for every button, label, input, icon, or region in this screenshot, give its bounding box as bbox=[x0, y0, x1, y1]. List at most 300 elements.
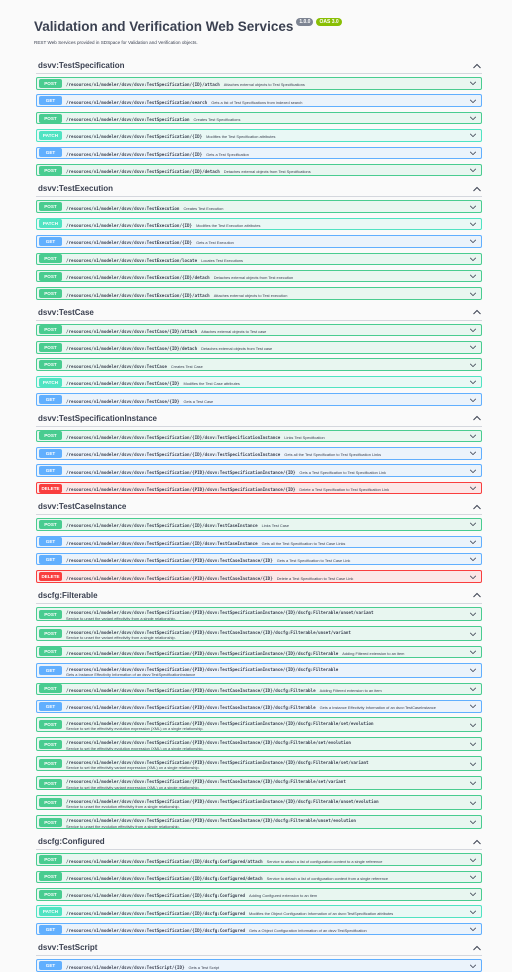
operation-path[interactable]: /resources/v1/modeler/dsvv/dsvv:TestExecution/{ID}/detach bbox=[66, 275, 210, 281]
operation-summary[interactable] bbox=[66, 361, 469, 369]
operation-summary[interactable] bbox=[66, 856, 469, 864]
operation-post[interactable] bbox=[36, 341, 482, 354]
section-dscfg-filterable bbox=[36, 588, 482, 830]
operation-path[interactable]: /resources/v1/modeler/dsvv/dsvv:TestSpecification/{ID}/dsvv:TestCaseInstance bbox=[66, 540, 258, 546]
operation-description: Attaches external objects to Test execution bbox=[213, 292, 288, 298]
operation-summary[interactable] bbox=[66, 166, 469, 174]
operation-description: Service to unset the variant effectivity from a single relationship. bbox=[66, 615, 176, 621]
operation-line bbox=[66, 131, 469, 139]
operation-description: Adding Filtered extension to an item bbox=[319, 687, 382, 693]
operation-path[interactable]: /resources/v1/modeler/dsvv/dsvv:TestSpecification/{PID}/dsvv:TestSpecificationInstance/{ID} bbox=[66, 487, 296, 493]
operation-summary[interactable] bbox=[66, 343, 469, 351]
operation-description: Modifies the Object Configuration Information of an dsvv:TestSpecification attributes bbox=[249, 910, 394, 916]
chevron-down-icon[interactable] bbox=[469, 667, 477, 673]
operation-get[interactable] bbox=[36, 94, 482, 107]
operation-description: Attaches external objects to Test case bbox=[201, 328, 267, 334]
operation-summary[interactable] bbox=[66, 131, 469, 139]
chevron-down-icon[interactable] bbox=[469, 539, 477, 545]
method-badge: PATCH bbox=[39, 131, 62, 140]
operation-line bbox=[66, 220, 469, 228]
operation-path[interactable]: /resources/v1/modeler/dsvv/dsvv:TestSpecification/{ID}/detach bbox=[66, 169, 220, 175]
operation-post[interactable] bbox=[36, 756, 482, 771]
section-title[interactable]: dsvv:TestScript bbox=[38, 943, 98, 953]
operation-description: Delete a Test Specification to Test Specification Link bbox=[299, 487, 390, 493]
operation-path[interactable]: /resources/v1/modeler/dsvv/dsvv:TestSpecification/{ID}/dscfg:Configured/attach bbox=[66, 858, 263, 864]
operation-line bbox=[66, 290, 469, 298]
method-badge: POST bbox=[39, 798, 62, 807]
operation-description: Gets a Test Specification to Test Case Link bbox=[276, 558, 351, 564]
operation-line bbox=[66, 114, 469, 122]
method-badge: POST bbox=[39, 740, 62, 749]
operation-summary[interactable] bbox=[66, 484, 469, 492]
operation-post[interactable] bbox=[36, 77, 482, 90]
operation-description: Modifies the Test Specification attributes bbox=[206, 134, 276, 140]
operation-get[interactable] bbox=[36, 147, 482, 160]
operation-description: Locates Test Executions bbox=[201, 257, 243, 263]
operation-line bbox=[66, 361, 469, 369]
operation-path[interactable]: /resources/v1/modeler/dsvv/dsvv:TestSpecification/{PID}/dsvv:TestSpecificationInstance/{ID}/dscfg:Filterable/unset/variant bbox=[66, 610, 374, 616]
section-title[interactable]: dsvv:TestCase bbox=[38, 307, 94, 317]
method-badge: POST bbox=[39, 289, 62, 298]
section-dsvv-testcaseinstance bbox=[36, 499, 482, 583]
page-subtitle: REST Web Services provided in SDSpace for Validation and Verification objects. bbox=[34, 40, 198, 45]
operation-summary[interactable] bbox=[66, 290, 469, 298]
operation-path[interactable]: /resources/v1/modeler/dsvv/dsvv:TestSpecification/{ID}/dsvv:TestSpecificationInstance bbox=[66, 434, 281, 440]
operation-get[interactable] bbox=[36, 235, 482, 248]
chevron-down-icon[interactable] bbox=[469, 761, 477, 767]
operation-get[interactable] bbox=[36, 393, 482, 406]
operation-summary[interactable] bbox=[66, 573, 469, 581]
operation-get[interactable] bbox=[36, 959, 482, 972]
chevron-down-icon[interactable] bbox=[469, 611, 477, 617]
chevron-down-icon[interactable] bbox=[469, 556, 477, 562]
operation-line bbox=[66, 796, 469, 804]
chevron-down-icon[interactable] bbox=[469, 238, 477, 244]
method-badge: POST bbox=[39, 818, 62, 827]
operation-description: Gets a Test Specification bbox=[206, 151, 249, 157]
operation-summary[interactable] bbox=[66, 648, 469, 656]
method-badge: POST bbox=[39, 647, 62, 656]
operation-post[interactable] bbox=[36, 888, 482, 901]
section-header[interactable] bbox=[36, 411, 482, 427]
operation-path[interactable]: /resources/v1/modeler/dsvv/dsvv:TestSpecification/{PID}/dsvv:TestCaseInstance/{ID}/dscfg:Filterable/unset/evolution bbox=[66, 818, 356, 824]
operation-description: Adding Configured extension to an item bbox=[249, 893, 318, 899]
page-title: Validation and Verification Web Services bbox=[34, 18, 294, 34]
operation-description: Delete a Test Specification to Test Case Link bbox=[276, 575, 354, 581]
chevron-down-icon[interactable] bbox=[469, 703, 477, 709]
section-header[interactable] bbox=[36, 940, 482, 956]
chevron-down-icon[interactable] bbox=[469, 397, 477, 403]
method-badge: POST bbox=[39, 79, 62, 88]
operation-summary[interactable] bbox=[66, 718, 469, 732]
operation-path[interactable]: /resources/v1/modeler/dsvv/dsvv:TestSpecification/{ID} bbox=[66, 151, 203, 157]
operation-summary[interactable] bbox=[66, 925, 469, 933]
chevron-down-icon[interactable] bbox=[469, 98, 477, 104]
chevron-down-icon[interactable] bbox=[469, 115, 477, 121]
operation-line bbox=[66, 97, 469, 105]
operation-post[interactable] bbox=[36, 253, 482, 266]
operation-path[interactable]: /resources/v1/modeler/dsvv/dsvv:TestSpecification/{PID}/dsvv:TestSpecificationInstance/{ID}/dscfg:Filterable/unset/evolution bbox=[66, 798, 379, 804]
operation-summary[interactable] bbox=[66, 378, 469, 386]
chevron-down-icon[interactable] bbox=[469, 874, 477, 880]
operation-post[interactable] bbox=[36, 112, 482, 125]
chevron-down-icon[interactable] bbox=[469, 291, 477, 297]
operation-description: Creates Test Case bbox=[170, 363, 203, 369]
operation-path[interactable]: /resources/v1/modeler/dsvv/dsvv:TestExecution/{ID} bbox=[66, 240, 193, 246]
method-badge: GET bbox=[39, 96, 62, 105]
operation-description: Detaches external objects from Test case bbox=[201, 346, 273, 352]
chevron-up-icon[interactable] bbox=[472, 414, 482, 422]
operation-summary[interactable] bbox=[66, 220, 469, 228]
operation-path[interactable]: /resources/v1/modeler/dsvv/dsvv:TestSpecification/search bbox=[66, 99, 208, 105]
operation-summary[interactable] bbox=[66, 97, 469, 105]
operation-line bbox=[66, 925, 469, 933]
operation-get[interactable] bbox=[36, 923, 482, 936]
operation-path[interactable]: /resources/v1/modeler/dsvv/dsvv:TestSpecification/{PID}/dsvv:TestSpecificationInstance/{ID}/dscfg:Filterable bbox=[66, 666, 339, 672]
chevron-down-icon[interactable] bbox=[469, 574, 477, 580]
operation-patch[interactable] bbox=[36, 376, 482, 389]
operation-post[interactable] bbox=[36, 164, 482, 177]
chevron-down-icon[interactable] bbox=[469, 433, 477, 439]
operation-post[interactable] bbox=[36, 430, 482, 443]
operation-summary[interactable] bbox=[66, 255, 469, 263]
operation-line bbox=[66, 776, 469, 784]
operation-line bbox=[66, 962, 469, 970]
operation-path[interactable]: /resources/v1/modeler/dsvv/dsvv:TestScript/{ID} bbox=[66, 964, 185, 970]
chevron-down-icon[interactable] bbox=[469, 686, 477, 692]
chevron-down-icon[interactable] bbox=[469, 819, 477, 825]
operation-post[interactable] bbox=[36, 795, 482, 810]
version-badge: 1.0.0 bbox=[296, 18, 313, 26]
operation-description: Service to unset the evolution effectivity from a single relationship. bbox=[66, 804, 180, 810]
operation-path[interactable]: /resources/v1/modeler/dsvv/dsvv:TestExecution/locate bbox=[66, 257, 198, 263]
chevron-down-icon[interactable] bbox=[469, 963, 477, 969]
operation-path[interactable]: /resources/v1/modeler/dsvv/dsvv:TestSpecification/{PID}/dsvv:TestCaseInstance/{ID}/dscfg:Filterable/set/evolution bbox=[66, 740, 351, 746]
operation-line bbox=[66, 573, 469, 581]
operation-path[interactable]: /resources/v1/modeler/dsvv/dsvv:TestSpecification/{PID}/dsvv:TestCaseInstance/{ID} bbox=[66, 575, 273, 581]
chevron-down-icon[interactable] bbox=[469, 891, 477, 897]
section-title[interactable]: dsvv:TestExecution bbox=[38, 184, 113, 194]
chevron-down-icon[interactable] bbox=[469, 221, 477, 227]
chevron-down-icon[interactable] bbox=[469, 649, 477, 655]
operation-summary[interactable] bbox=[66, 776, 469, 790]
operation-line bbox=[66, 627, 469, 635]
chevron-down-icon[interactable] bbox=[469, 344, 477, 350]
chevron-down-icon[interactable] bbox=[469, 468, 477, 474]
operation-line bbox=[66, 702, 469, 710]
section-dsvv-testexecution bbox=[36, 181, 482, 299]
operation-post[interactable] bbox=[36, 607, 482, 622]
chevron-down-icon[interactable] bbox=[469, 857, 477, 863]
section-header[interactable] bbox=[36, 305, 482, 321]
operation-path[interactable]: /resources/v1/modeler/dsvv/dsvv:TestSpecification/{PID}/dsvv:TestSpecificationInstance/{ID}/dscfg:Filterable/set/variant bbox=[66, 759, 369, 765]
section-title[interactable]: dscfg:Configured bbox=[38, 837, 105, 847]
chevron-down-icon[interactable] bbox=[469, 379, 477, 385]
chevron-down-icon[interactable] bbox=[469, 909, 477, 915]
operation-patch[interactable] bbox=[36, 905, 482, 918]
operation-summary[interactable] bbox=[66, 627, 469, 641]
section-header[interactable] bbox=[36, 834, 482, 850]
operation-path[interactable]: /resources/v1/modeler/dsvv/dsvv:TestSpecification bbox=[66, 117, 190, 123]
operation-post[interactable] bbox=[36, 853, 482, 866]
operation-get[interactable] bbox=[36, 700, 482, 713]
section-header[interactable] bbox=[36, 58, 482, 74]
operation-line bbox=[66, 79, 469, 87]
method-badge: POST bbox=[39, 610, 62, 619]
chevron-down-icon[interactable] bbox=[469, 80, 477, 86]
operation-description: Gets all the Test Specification to Test Case Links bbox=[261, 540, 346, 546]
operation-summary[interactable] bbox=[66, 815, 469, 829]
operation-summary[interactable] bbox=[66, 272, 469, 280]
method-badge: DELETE bbox=[39, 484, 62, 493]
method-badge: POST bbox=[39, 779, 62, 788]
operation-path[interactable]: /resources/v1/modeler/dsvv/dsvv:TestSpecification/{PID}/dsvv:TestSpecificationInstance/{ID}/dscfg:Filterable bbox=[66, 650, 339, 656]
operation-path[interactable]: /resources/v1/modeler/dsvv/dsvv:TestSpecification/{PID}/dsvv:TestSpecificationInstance/{ID} bbox=[66, 469, 296, 475]
operation-description: Creates Test Specifications bbox=[193, 117, 241, 123]
chevron-down-icon[interactable] bbox=[469, 521, 477, 527]
operation-line bbox=[66, 685, 469, 693]
operation-post[interactable] bbox=[36, 200, 482, 213]
operation-path[interactable]: /resources/v1/modeler/dsvv/dsvv:TestSpecification/{ID} bbox=[66, 134, 203, 140]
operation-description: Service to unset the variant effectivity from a single relationship. bbox=[66, 635, 176, 641]
operation-summary[interactable] bbox=[66, 555, 469, 563]
operation-post[interactable] bbox=[36, 871, 482, 884]
operation-post[interactable] bbox=[36, 270, 482, 283]
section-title[interactable]: dsvv:TestSpecification bbox=[38, 61, 125, 70]
operation-summary[interactable] bbox=[66, 890, 469, 898]
chevron-up-icon[interactable] bbox=[472, 503, 482, 511]
operation-path[interactable]: /resources/v1/modeler/dsvv/dsvv:TestSpecification/{PID}/dsvv:TestSpecificationInstance/{ID}/dscfg:Filterable/set/evolution bbox=[66, 720, 374, 726]
operation-summary[interactable] bbox=[66, 467, 469, 475]
chevron-down-icon[interactable] bbox=[469, 362, 477, 368]
operation-description: Modifies the Test Case attributes bbox=[183, 381, 240, 387]
operation-line bbox=[66, 908, 469, 916]
method-badge: GET bbox=[39, 148, 62, 157]
chevron-down-icon[interactable] bbox=[469, 631, 477, 637]
chevron-up-icon[interactable] bbox=[472, 591, 482, 599]
section-title[interactable]: dsvv:TestSpecificationInstance bbox=[38, 413, 157, 423]
section-dsvv-testspecification bbox=[36, 58, 482, 176]
operation-post[interactable] bbox=[36, 626, 482, 641]
method-badge: POST bbox=[39, 520, 62, 529]
method-badge: POST bbox=[39, 890, 62, 899]
operation-summary[interactable] bbox=[66, 237, 469, 245]
operation-summary[interactable] bbox=[66, 737, 469, 751]
operation-line bbox=[66, 873, 469, 881]
chevron-down-icon[interactable] bbox=[469, 327, 477, 333]
operation-summary[interactable] bbox=[66, 114, 469, 122]
method-badge: PATCH bbox=[39, 378, 62, 387]
operation-summary[interactable] bbox=[66, 432, 469, 440]
operation-path[interactable]: /resources/v1/modeler/dsvv/dsvv:TestSpecification/{ID}/dscfg:Configured/detach bbox=[66, 875, 263, 881]
operation-line bbox=[66, 237, 469, 245]
chevron-down-icon[interactable] bbox=[469, 926, 477, 932]
operation-path[interactable]: /resources/v1/modeler/dsvv/dsvv:TestSpecification/{ID}/dscfg:Configured bbox=[66, 893, 245, 899]
section-header[interactable] bbox=[36, 588, 482, 604]
operation-path[interactable]: /resources/v1/modeler/dsvv/dsvv:TestSpecification/{PID}/dsvv:TestCaseInstance/{ID}/dscfg:Filterable/unset/variant bbox=[66, 629, 351, 635]
operation-description: Gets a list of Test Specifications from indexed search bbox=[211, 99, 303, 105]
chevron-down-icon[interactable] bbox=[469, 273, 477, 279]
method-badge: GET bbox=[39, 537, 62, 546]
operation-post[interactable] bbox=[36, 358, 482, 371]
operation-patch[interactable] bbox=[36, 218, 482, 231]
operation-summary[interactable] bbox=[66, 149, 469, 157]
chevron-down-icon[interactable] bbox=[469, 800, 477, 806]
section-dsvv-testspecificationinstance bbox=[36, 411, 482, 495]
operation-get[interactable] bbox=[36, 553, 482, 566]
operation-get[interactable] bbox=[36, 536, 482, 549]
method-badge: POST bbox=[39, 325, 62, 334]
operation-path[interactable]: /resources/v1/modeler/dsvv/dsvv:TestCase/{ID}/detach bbox=[66, 346, 198, 352]
chevron-down-icon[interactable] bbox=[469, 780, 477, 786]
operation-description: Service to set the effectivity evolution expression (XML) on a single relationship. bbox=[66, 726, 204, 732]
chevron-up-icon[interactable] bbox=[472, 944, 482, 952]
operation-summary[interactable] bbox=[66, 326, 469, 334]
operation-summary[interactable] bbox=[66, 520, 469, 528]
operation-post[interactable] bbox=[36, 776, 482, 791]
operation-description: Gets a Test Execution bbox=[196, 240, 234, 246]
operation-description: Gets a Object Configuration Information of an dsvv:TestSpecification bbox=[249, 928, 367, 934]
chevron-down-icon[interactable] bbox=[469, 256, 477, 262]
operation-post[interactable] bbox=[36, 324, 482, 337]
chevron-down-icon[interactable] bbox=[469, 150, 477, 156]
operation-description: Modifies the Test Execution attributes bbox=[196, 222, 261, 228]
operation-description: Gets all the Test Specification to Test Specification Links bbox=[284, 452, 382, 458]
operation-line bbox=[66, 737, 469, 745]
section-title[interactable]: dscfg:Filterable bbox=[38, 590, 98, 600]
operation-description: Gets a Test Script bbox=[188, 964, 220, 970]
operation-summary[interactable] bbox=[66, 962, 469, 970]
method-badge: POST bbox=[39, 684, 62, 693]
operation-path[interactable]: /resources/v1/modeler/dsvv/dsvv:TestExecution/{ID}/attach bbox=[66, 292, 210, 298]
operation-post[interactable] bbox=[36, 518, 482, 531]
method-badge: POST bbox=[39, 872, 62, 881]
operation-line bbox=[66, 555, 469, 563]
operation-post[interactable] bbox=[36, 737, 482, 752]
operation-path[interactable]: /resources/v1/modeler/dsvv/dsvv:TestSpecification/{PID}/dsvv:TestCaseInstance/{ID}/dscfg:Filterable bbox=[66, 687, 316, 693]
operation-post[interactable] bbox=[36, 717, 482, 732]
operation-path[interactable]: /resources/v1/modeler/dsvv/dsvv:TestExecution/{ID} bbox=[66, 222, 193, 228]
operation-line bbox=[66, 538, 469, 546]
operation-path[interactable]: /resources/v1/modeler/dsvv/dsvv:TestCase/{ID} bbox=[66, 398, 180, 404]
chevron-up-icon[interactable] bbox=[472, 838, 482, 846]
operation-summary[interactable] bbox=[66, 908, 469, 916]
method-badge: GET bbox=[39, 555, 62, 564]
section-header[interactable] bbox=[36, 181, 482, 197]
operation-description: Service to set the effectivity variant expression (XML) on a single relationship. bbox=[66, 765, 200, 771]
operation-get[interactable] bbox=[36, 464, 482, 477]
operation-path[interactable]: /resources/v1/modeler/dsvv/dsvv:TestSpecification/{PID}/dsvv:TestCaseInstance/{ID} bbox=[66, 558, 273, 564]
operation-summary[interactable] bbox=[66, 702, 469, 710]
operation-post[interactable] bbox=[36, 646, 482, 659]
operation-post[interactable] bbox=[36, 683, 482, 696]
operation-summary[interactable] bbox=[66, 607, 469, 621]
operations-list bbox=[34, 58, 482, 972]
operation-line bbox=[66, 467, 469, 475]
operation-description: Service to set the effectivity evolution expression (XML) on a single relationship. bbox=[66, 745, 204, 751]
operation-line bbox=[66, 648, 469, 656]
method-badge: DELETE bbox=[39, 572, 62, 581]
operation-line bbox=[66, 326, 469, 334]
operation-line bbox=[66, 856, 469, 864]
operation-path[interactable]: /resources/v1/modeler/dsvv/dsvv:TestCase/{ID}/attach bbox=[66, 328, 198, 334]
operation-path[interactable]: /resources/v1/modeler/dsvv/dsvv:TestCase/{ID} bbox=[66, 381, 180, 387]
operation-summary[interactable] bbox=[66, 685, 469, 693]
chevron-down-icon[interactable] bbox=[469, 722, 477, 728]
operation-summary[interactable] bbox=[66, 757, 469, 771]
operation-line bbox=[66, 449, 469, 457]
operation-description: Gets a Test Case bbox=[183, 398, 214, 404]
method-badge: POST bbox=[39, 254, 62, 263]
method-badge: POST bbox=[39, 759, 62, 768]
operation-summary[interactable] bbox=[66, 449, 469, 457]
operation-summary[interactable] bbox=[66, 203, 469, 211]
chevron-up-icon[interactable] bbox=[472, 62, 482, 70]
method-badge: GET bbox=[39, 237, 62, 246]
operation-path[interactable]: /resources/v1/modeler/dsvv/dsvv:TestSpecification/{ID}/dsvv:TestSpecificationInstance bbox=[66, 452, 281, 458]
operation-path[interactable]: /resources/v1/modeler/dsvv/dsvv:TestSpecification/{ID}/attach bbox=[66, 82, 220, 88]
operation-summary[interactable] bbox=[66, 396, 469, 404]
operation-get[interactable] bbox=[36, 447, 482, 460]
chevron-down-icon[interactable] bbox=[469, 485, 477, 491]
operation-description: Service to set the effectivity variant expression (XML) on a single relationship. bbox=[66, 784, 200, 790]
operation-summary[interactable] bbox=[66, 796, 469, 810]
operation-path[interactable]: /resources/v1/modeler/dsvv/dsvv:TestExecution bbox=[66, 205, 180, 211]
section-title[interactable]: dsvv:TestCaseInstance bbox=[38, 502, 127, 512]
operation-path[interactable]: /resources/v1/modeler/dsvv/dsvv:TestSpecification/{PID}/dsvv:TestCaseInstance/{ID}/dscfg:Filterable/set/variant bbox=[66, 779, 346, 785]
operation-line bbox=[66, 890, 469, 898]
section-dsvv-testcase bbox=[36, 305, 482, 406]
chevron-down-icon[interactable] bbox=[469, 450, 477, 456]
operation-post[interactable] bbox=[36, 287, 482, 300]
method-badge: GET bbox=[39, 449, 62, 458]
method-badge: POST bbox=[39, 114, 62, 123]
operation-summary[interactable] bbox=[66, 79, 469, 87]
operation-description: Service to unset the evolution effectivity from a single relationship. bbox=[66, 823, 180, 829]
operation-get[interactable] bbox=[36, 663, 482, 678]
operation-path[interactable]: /resources/v1/modeler/dsvv/dsvv:TestSpecification/{ID}/dscfg:Configured bbox=[66, 928, 245, 934]
chevron-down-icon[interactable] bbox=[469, 204, 477, 210]
operation-path[interactable]: /resources/v1/modeler/dsvv/dsvv:TestSpecification/{ID}/dsvv:TestCaseInstance bbox=[66, 523, 258, 529]
operation-description: Service to detach a list of configuration context from a single reference bbox=[266, 875, 388, 881]
chevron-up-icon[interactable] bbox=[472, 308, 482, 316]
method-badge: POST bbox=[39, 431, 62, 440]
operation-line bbox=[66, 520, 469, 528]
method-badge: POST bbox=[39, 629, 62, 638]
chevron-down-icon[interactable] bbox=[469, 741, 477, 747]
chevron-down-icon[interactable] bbox=[469, 167, 477, 173]
operation-summary[interactable] bbox=[66, 664, 469, 678]
operation-delete[interactable] bbox=[36, 482, 482, 495]
chevron-down-icon[interactable] bbox=[469, 132, 477, 138]
section-header[interactable] bbox=[36, 499, 482, 515]
method-badge: POST bbox=[39, 166, 62, 175]
operation-line bbox=[66, 378, 469, 386]
operation-path[interactable]: /resources/v1/modeler/dsvv/dsvv:TestCase bbox=[66, 363, 167, 369]
operation-summary[interactable] bbox=[66, 538, 469, 546]
operation-description: Gets a Test Specification to Test Specification Link bbox=[299, 469, 386, 475]
operation-line bbox=[66, 815, 469, 823]
operation-summary[interactable] bbox=[66, 873, 469, 881]
operation-path[interactable]: /resources/v1/modeler/dsvv/dsvv:TestSpecification/{PID}/dsvv:TestCaseInstance/{ID}/dscfg:Filterable bbox=[66, 705, 316, 711]
operation-post[interactable] bbox=[36, 815, 482, 830]
section-dsvv-testscript bbox=[36, 940, 482, 972]
operation-path[interactable]: /resources/v1/modeler/dsvv/dsvv:TestSpecification/{ID}/dscfg:Configured bbox=[66, 910, 245, 916]
operation-patch[interactable] bbox=[36, 129, 482, 142]
method-badge: POST bbox=[39, 272, 62, 281]
operation-delete[interactable] bbox=[36, 570, 482, 583]
chevron-up-icon[interactable] bbox=[472, 185, 482, 193]
